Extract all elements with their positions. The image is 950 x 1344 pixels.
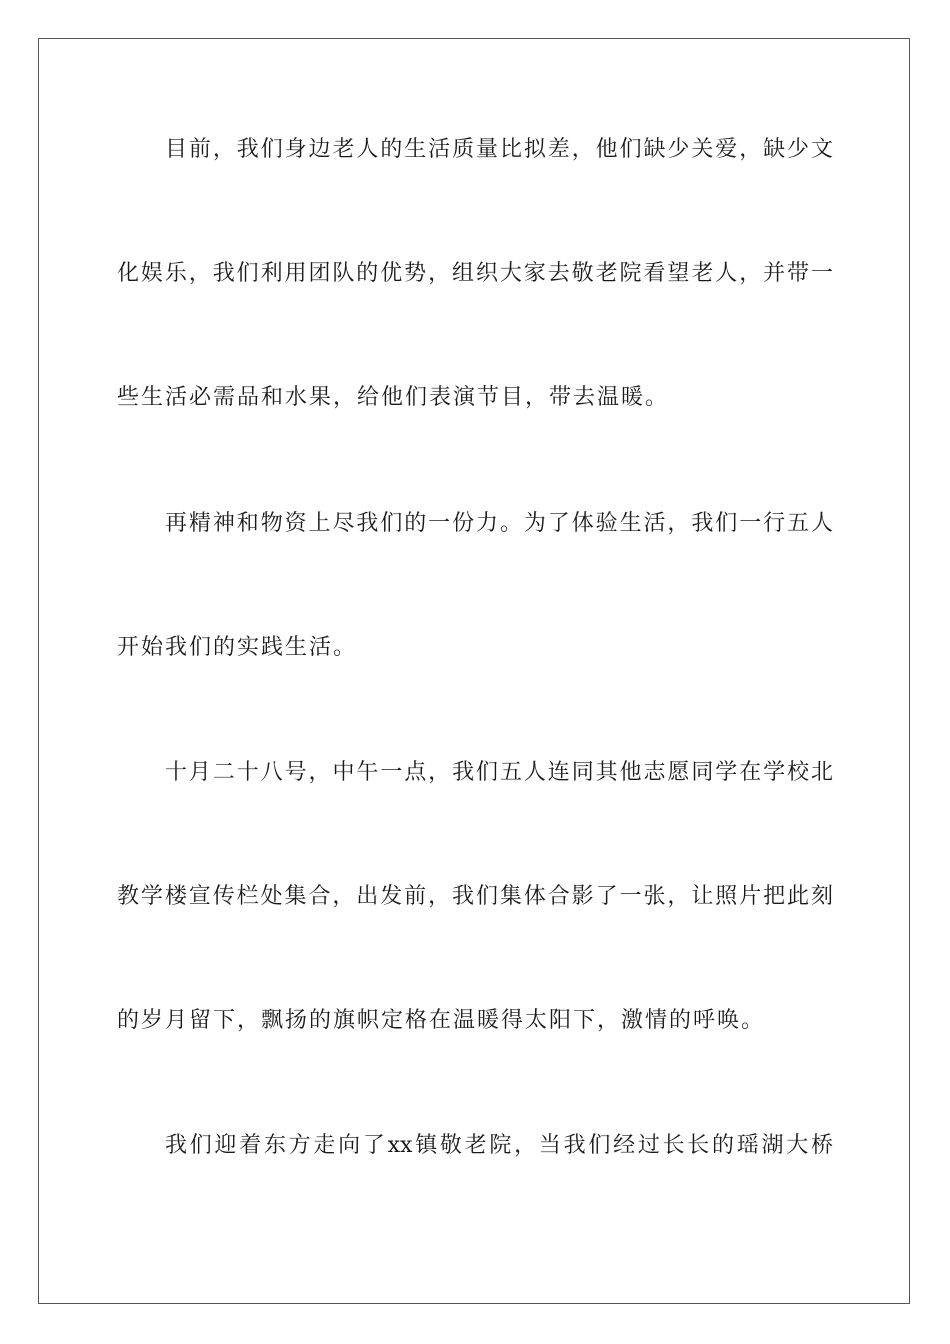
paragraph-4-line-1: 我们迎着东方走向了xx镇敬老院，当我们经过长长的瑶湖大桥 xyxy=(165,1133,833,1158)
paragraph-1-line-3: 些生活必需品和水果，给他们表演节目，带去温暖。 xyxy=(117,385,670,410)
paragraph-3-line-2: 教学楼宣传栏处集合，出发前，我们集体合影了一张，让照片把此刻 xyxy=(117,884,833,909)
paragraph-2-line-2: 开始我们的实践生活。 xyxy=(117,635,358,660)
paragraph-3-line-3: 的岁月留下，飘扬的旗帜定格在温暖得太阳下，激情的呼唤。 xyxy=(117,1008,766,1033)
page-frame xyxy=(38,38,910,1304)
paragraph-1-line-1: 目前，我们身边老人的生活质量比拟差，他们缺少关爱，缺少文 xyxy=(165,137,833,162)
paragraph-1-line-2: 化娱乐，我们利用团队的优势，组织大家去敬老院看望老人，并带一 xyxy=(117,261,833,286)
paragraph-2-line-1: 再精神和物资上尽我们的一份力。为了体验生活，我们一行五人 xyxy=(165,511,833,536)
paragraph-3-line-1: 十月二十八号，中午一点，我们五人连同其他志愿同学在学校北 xyxy=(165,760,833,785)
